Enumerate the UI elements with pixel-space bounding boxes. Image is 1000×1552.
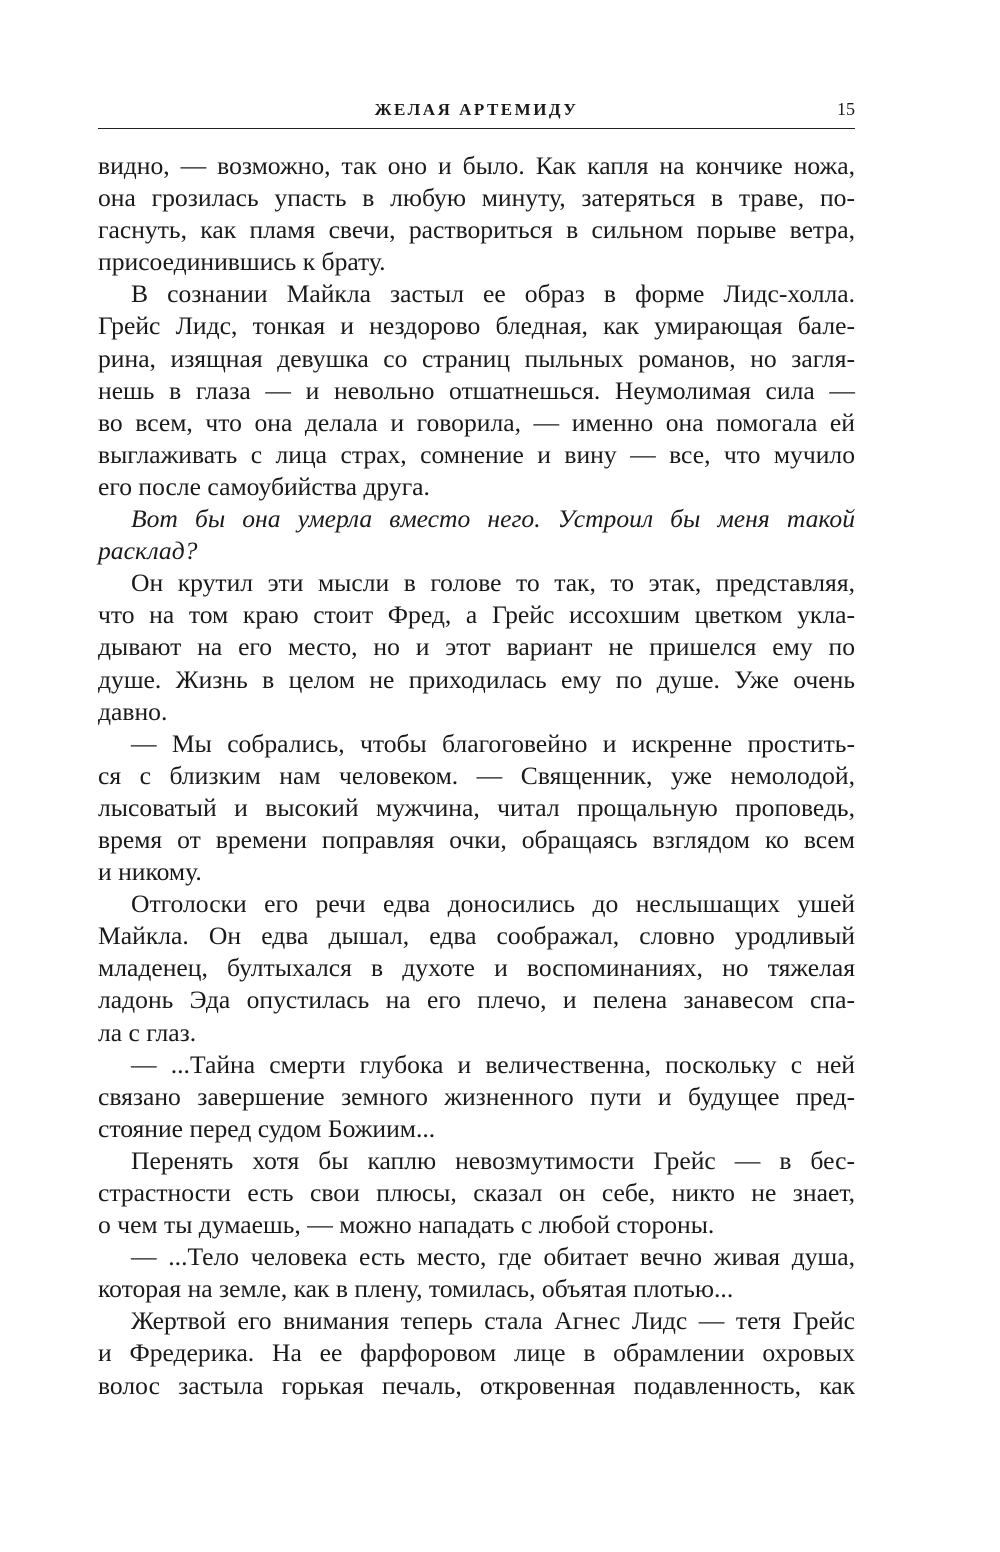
text-line: присоединившись к брату.: [98, 247, 386, 277]
text-line: время от времени поправляя очки, обращаясь взглядом ко всем: [98, 824, 855, 854]
paragraph: [98, 567, 855, 727]
body-text: [98, 150, 855, 1402]
text-line: Вот бы она умерла вместо него. Устроил бы меня такой: [131, 504, 855, 534]
text-line: ся с близким нам человеком. — Священник, уже немолодой,: [98, 760, 855, 790]
paragraph: [98, 1241, 855, 1305]
text-line: Он крутил эти мысли в голове то так, то этак, представляя,: [131, 568, 855, 598]
paragraph: [98, 278, 855, 503]
text-line: Жертвой его внимания теперь стала Агнес Лидс — тетя Грейс: [131, 1306, 855, 1336]
text-line: дывают на его место, но и этот вариант не пришелся ему по: [98, 632, 855, 662]
text-line: — Мы собрались, чтобы благоговейно и искренне простить-: [131, 728, 855, 758]
text-line: рина, изящная девушка со страниц пыльных романов, но загля-: [98, 343, 855, 373]
page-number: 15: [837, 99, 855, 119]
text-line: расклад?: [98, 536, 198, 566]
text-line: и никому.: [98, 857, 202, 887]
text-line: стояние перед судом Божиим...: [98, 1113, 436, 1143]
running-header: [98, 98, 855, 129]
text-line: Майкла. Он едва дышал, едва соображал, словно уродливый: [98, 921, 855, 951]
text-line: что на том краю стоит Фред, а Грейс иссохшим цветком укла-: [98, 600, 855, 630]
text-line: душе. Жизнь в целом не приходилась ему по душе. Уже очень: [98, 664, 855, 694]
paragraph: [98, 150, 855, 278]
text-line: В сознании Майкла застыл ее образ в форме Лидс-холла.: [131, 279, 855, 309]
text-line: давно.: [98, 696, 168, 726]
text-line: ладонь Эда опустилась на его плечо, и пелена занавесом спа-: [98, 985, 855, 1015]
paragraph: [98, 1305, 855, 1401]
text-line: младенец, бултыхался в духоте и воспоминаниях, но тяжелая: [98, 953, 855, 983]
text-line: Перенять хотя бы каплю невозмутимости Грейс — в бес-: [131, 1145, 855, 1175]
text-line: во всем, что она делала и говорила, — именно она помогала ей: [98, 407, 855, 437]
running-title: ЖЕЛАЯ АРТЕМИДУ: [374, 100, 579, 119]
text-line: — ...Тайна смерти глубока и величественна, поскольку с ней: [131, 1049, 855, 1079]
text-line: его после самоубийства друга.: [98, 471, 430, 501]
text-line: видно, — возможно, так оно и было. Как капля на кончике ножа,: [98, 151, 855, 180]
text-line: выглаживать с лица страх, сомнение и вину — все, что мучило: [98, 439, 855, 469]
paragraph: [98, 503, 855, 567]
text-line: Отголоски его речи едва доносились до неслышащих ушей: [131, 889, 855, 919]
paragraph: [98, 1145, 855, 1241]
text-line: которая на земле, как в плену, томилась, объятая плотью...: [98, 1274, 734, 1304]
text-line: Грейс Лидс, тонкая и нездорово бледная, как умирающая бале-: [98, 311, 855, 341]
text-line: — ...Тело человека есть место, где обитает вечно живая душа,: [131, 1242, 855, 1272]
text-line: о чем ты думаешь, — можно нападать с любой стороны.: [98, 1210, 715, 1240]
text-line: ла с глаз.: [98, 1017, 197, 1047]
text-line: связано завершение земного жизненного пути и будущее пред-: [98, 1081, 855, 1111]
text-line: волос застыла горькая печаль, откровенная подавленность, как: [98, 1370, 855, 1400]
text-line: и Фредерика. На ее фарфоровом лице в обрамлении охровых: [98, 1338, 855, 1368]
text-line: она грозилась упасть в любую минуту, затеряться в траве, по-: [98, 183, 855, 213]
text-line: нешь в глаза — и невольно отшатнешься. Неумолимая сила —: [98, 375, 855, 405]
paragraph: [98, 1049, 855, 1145]
text-line: гаснуть, как пламя свечи, раствориться в сильном порыве ветра,: [98, 215, 855, 245]
paragraph: [98, 888, 855, 1048]
paragraph: [98, 728, 855, 888]
text-line: страстности есть свои плюсы, сказал он себе, никто не знает,: [98, 1178, 855, 1207]
text-line: лысоватый и высокий мужчина, читал прощальную проповедь,: [98, 792, 855, 822]
